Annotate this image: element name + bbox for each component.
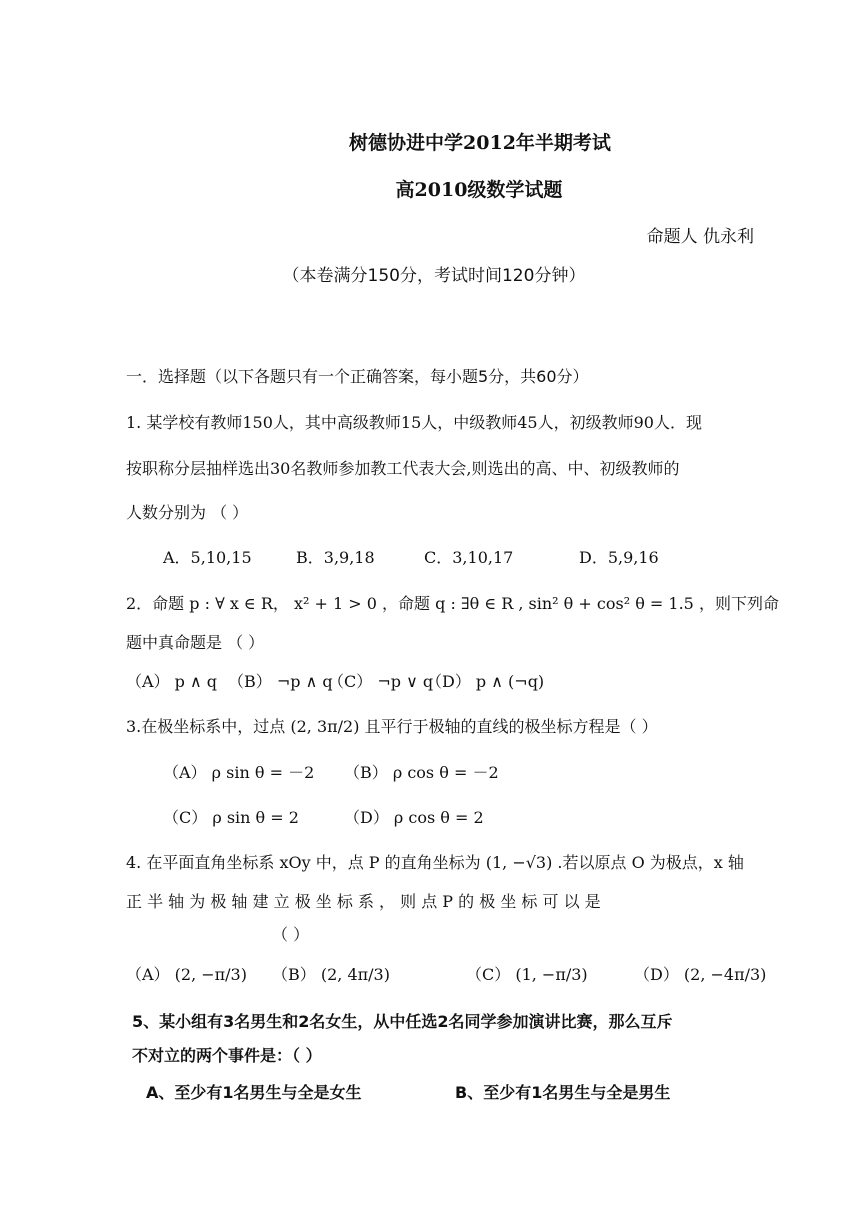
question-1-option-b: B．3,9,18 (296, 548, 375, 567)
question-4-option-d: （D） (2, −4π/3) (634, 965, 767, 984)
section-title: 一．选择题（以下各题只有一个正确答案，每小题5分，共60分） (126, 367, 589, 386)
question-3-option-d: （D） ρ cos θ = 2 (344, 808, 484, 827)
question-1-option-c: C．3,10,17 (424, 548, 514, 567)
question-1-line-1: 1. 某学校有教师150人，其中高级教师15人，中级教师45人，初级教师90人．现 (126, 413, 702, 432)
author-line: 命题人 仇永利 (646, 227, 754, 247)
school-title: 树德协进中学2012年半期考试 (349, 132, 611, 154)
question-3-option-c: （C） ρ sin θ = 2 (163, 808, 299, 827)
question-4-line-1: 4. 在平面直角坐标系 xOy 中，点 P 的直角坐标为 (1, −√3) .若以原点 O 为极点，x 轴 (126, 853, 744, 872)
question-2-option-d: （D） p ∧ (¬q) (426, 672, 545, 691)
question-5-line-2: 不对立的两个事件是：（ ） (132, 1046, 322, 1065)
question-4-line-2: 正 半 轴 为 极 轴 建 立 极 坐 标 系 ， 则 点 P 的 极 坐 标 可 以 是 (126, 892, 601, 911)
question-1-line-3: 人数分别为 （ ） (126, 503, 249, 522)
question-4-line-3: （ ） (272, 925, 310, 944)
question-5-line-1: 5、某小组有3名男生和2名女生，从中任选2名同学参加演讲比赛，那么互斥 (132, 1012, 673, 1031)
question-3-line-1: 3.在极坐标系中，过点 (2, 3π/2) 且平行于极轴的直线的极坐标方程是（ ） (126, 717, 658, 736)
question-4-option-a: （A） (2, −π/3) (126, 965, 247, 984)
question-2-line-2: 题中真命题是 （ ） (126, 633, 265, 652)
question-1-line-2: 按职称分层抽样选出30名教师参加教工代表大会,则选出的高、中、初级教师的 (126, 459, 680, 478)
exam-info: （本卷满分150分，考试时间120分钟） (282, 266, 586, 286)
question-5-option-b: B、至少有1名男生与全是男生 (455, 1083, 671, 1102)
exam-title: 高2010级数学试题 (395, 179, 563, 201)
question-1-option-d: D．5,9,16 (579, 548, 659, 567)
question-5-option-a: A、至少有1名男生与全是女生 (146, 1083, 362, 1102)
question-4-option-b: （B） (2, 4π/3) (272, 965, 390, 984)
question-2-option-a: （A） p ∧ q (126, 672, 218, 691)
question-2-option-c: （C） ¬p ∨ q (328, 672, 434, 691)
question-4-option-c: （C） (1, −π/3) (466, 965, 588, 984)
question-3-option-b: （B） ρ cos θ = －2 (344, 763, 499, 782)
question-3-option-a: （A） ρ sin θ = －2 (163, 763, 315, 782)
question-2-option-b: （B） ¬p ∧ q (228, 672, 333, 691)
question-2-line-1: 2．命题 p : ∀ x ∈ R， x² + 1 > 0 ，命题 q : ∃θ ∈ R , sin² θ + cos² θ = 1.5 ，则下列命 (126, 594, 779, 613)
question-1-option-a: A．5,10,15 (163, 548, 252, 567)
